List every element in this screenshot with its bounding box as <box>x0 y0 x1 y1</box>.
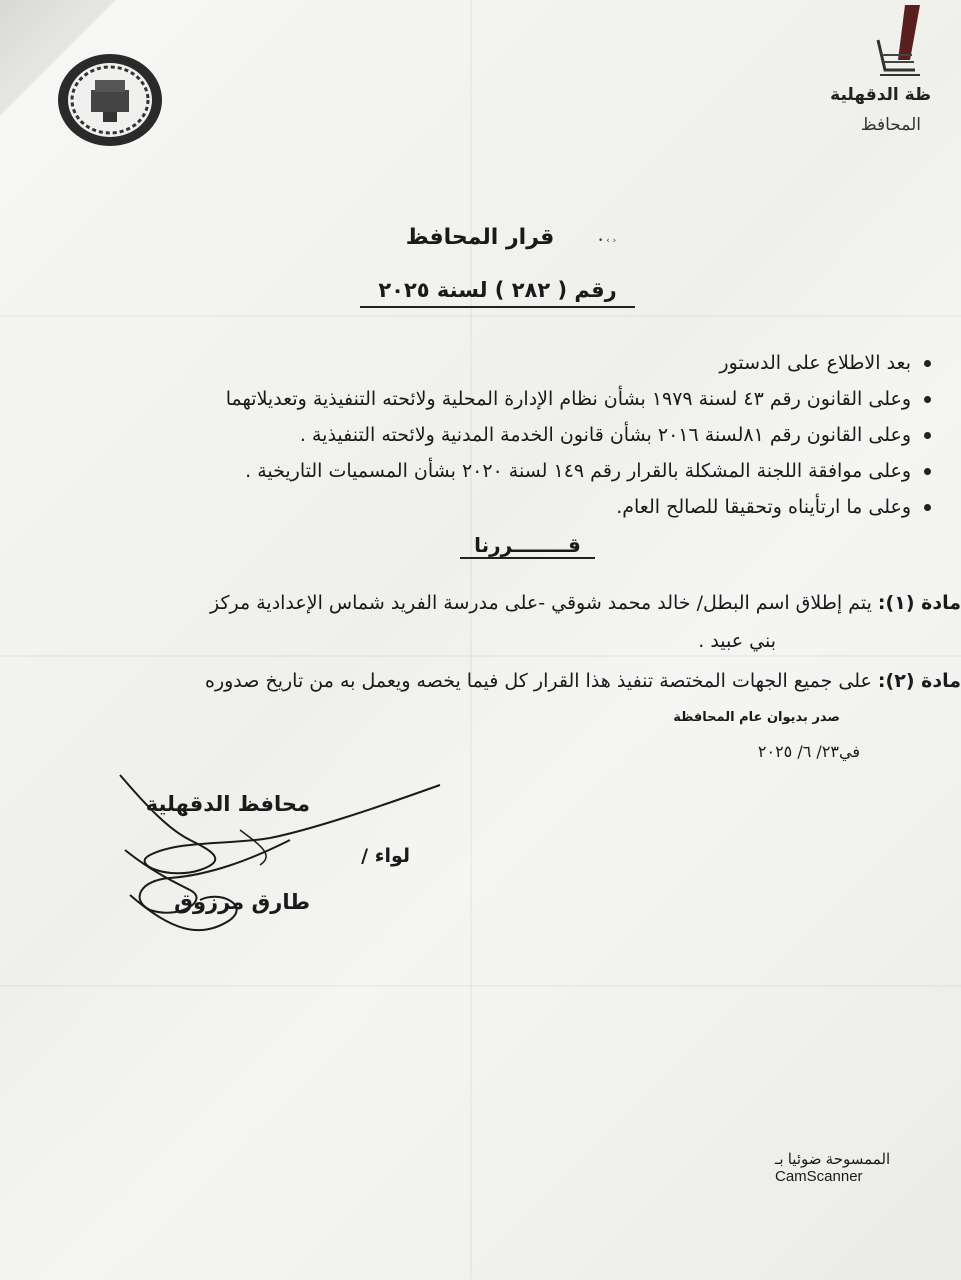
list-item: وعلى القانون رقم ٤٣ لسنة ١٩٧٩ بشأن نظام الإدارة المحلية ولائحته التنفيذية وتعديلاتهما <box>41 381 931 417</box>
issued-date: في٢٣/ ٦/ ٢٠٢٥ <box>757 742 860 761</box>
office-title: المحافظ <box>860 115 921 135</box>
decree-title: قرار المحافظ <box>405 225 555 250</box>
article-2 <box>61 670 961 692</box>
bullet-icon <box>924 504 931 511</box>
decree-number: رقم ( ٢٨٢ ) لسنة ٢٠٢٥ <box>360 278 635 308</box>
article-1-label: مادة (١): <box>877 592 961 614</box>
article-2-label: مادة (٢): <box>877 670 961 692</box>
article-1-continuation: بني عبيد . <box>698 630 776 652</box>
list-item: بعد الاطلاع على الدستور <box>41 345 931 381</box>
ornament-dots: • ‹ › <box>598 236 617 246</box>
bullet-icon <box>924 468 931 475</box>
issued-at: صدر بديوان عام المحافظة <box>673 710 840 725</box>
preamble-list <box>41 345 931 525</box>
decided-heading: قــــــــررنا <box>460 533 595 559</box>
governorate-seal-icon <box>55 50 165 150</box>
fold-line <box>0 655 961 657</box>
article-2-text: على جميع الجهات المختصة تنفيذ هذا القرار كل فيما يخصه ويعمل به من تاريخ صدوره <box>205 670 878 692</box>
signatory-name: طارق مرزوق <box>174 890 310 914</box>
fold-line <box>0 985 961 987</box>
camscanner-watermark: الممسوحة ضوئيا بـ CamScanner <box>775 1151 891 1185</box>
bullet-icon <box>924 432 931 439</box>
signatory-rank: لواء / <box>361 845 410 867</box>
governorate-name: ظة الدقهلية <box>830 85 931 105</box>
list-item: وعلى القانون رقم ٨١لسنة ٢٠١٦ بشأن قانون الخدمة المدنية ولائحته التنفيذية . <box>41 417 931 453</box>
bullet-icon <box>924 360 931 367</box>
handwritten-signature-icon <box>110 770 460 940</box>
signatory-title: محافظ الدقهلية <box>145 792 310 816</box>
list-item: وعلى ما ارتأيناه وتحقيقا للصالح العام. <box>41 489 931 525</box>
article-1 <box>61 592 961 614</box>
article-1-text: يتم إطلاق اسم البطل/ خالد محمد شوقي -على مدرسة الفريد شماس الإعدادية مركز <box>209 592 878 614</box>
bullet-icon <box>924 396 931 403</box>
dakahlia-emblem-icon <box>870 0 930 85</box>
list-item: وعلى موافقة اللجنة المشكلة بالقرار رقم ١٤٩ لسنة ٢٠٢٠ بشأن المسميات التاريخية . <box>41 453 931 489</box>
fold-line <box>0 315 961 317</box>
